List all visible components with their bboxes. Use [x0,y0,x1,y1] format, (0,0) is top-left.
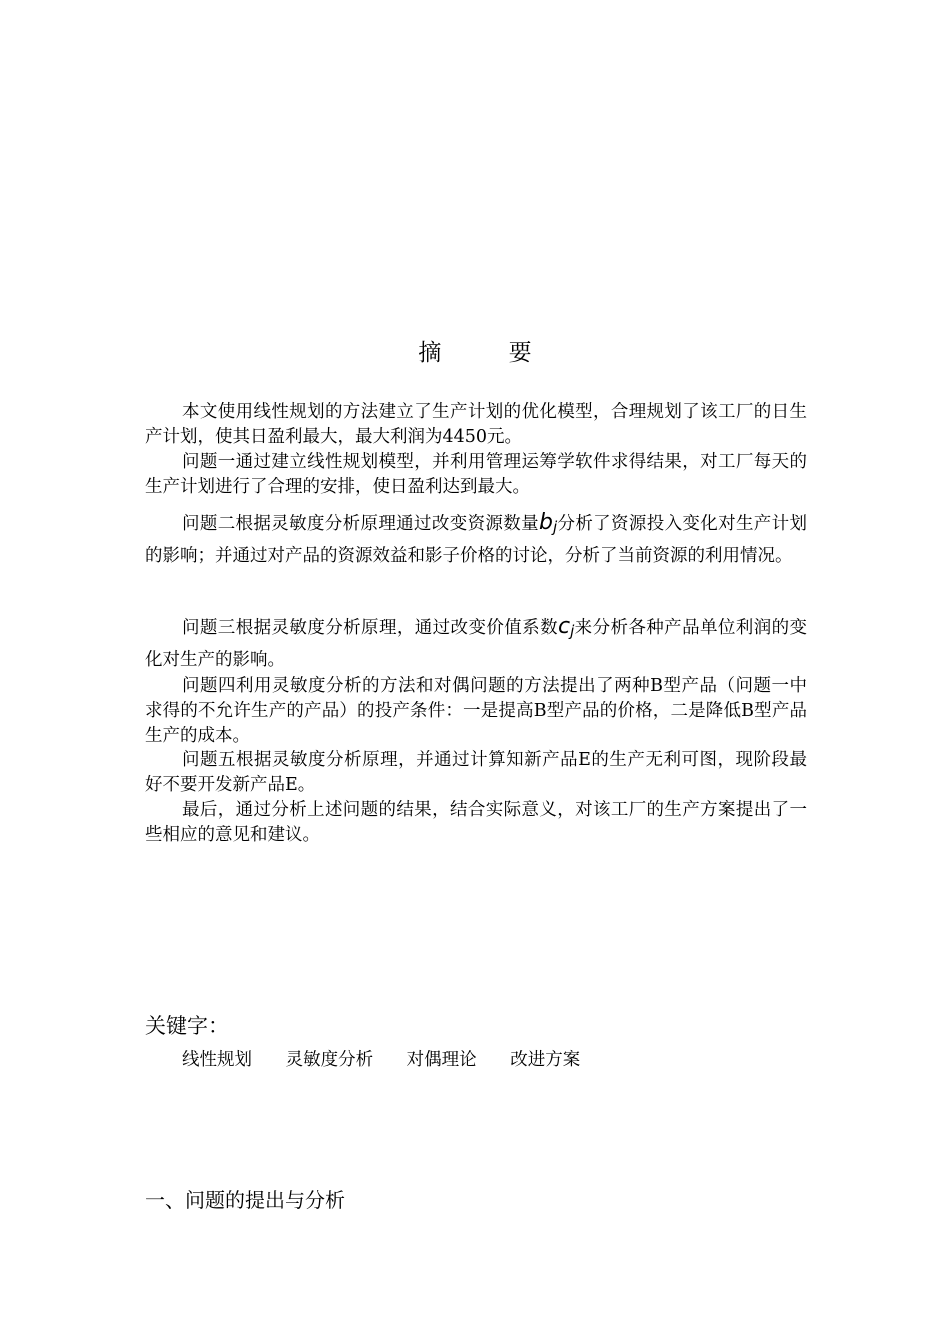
keyword-item: 对偶理论 [406,1050,477,1070]
paragraph-3-text-before: 问题二根据灵敏度分析原理通过改变资源数量 [182,514,539,534]
math-c-sub: j [570,622,575,640]
abstract-paragraph-4 [145,612,807,675]
math-c-j [558,614,574,639]
paragraph-4-text-after: 来分析各种产品单位利润的变化对生产的影响。 [145,618,808,670]
paragraph-4-text-before: 问题三根据灵敏度分析原理，通过改变价值系数 [182,618,558,638]
keyword-item: 灵敏度分析 [285,1050,374,1070]
math-c-base: c [557,614,571,639]
abstract-title: 摘 要 [418,340,562,366]
keyword-item: 线性规划 [182,1050,252,1070]
abstract-paragraph-2: 问题一通过建立线性规划模型，并利用管理运筹学软件求得结果，对工厂每天的生产计划进行了合理的安排，使日盈利达到最大。 [145,452,807,497]
math-b-sub: j [552,518,558,536]
math-b-base: b [538,510,553,535]
keywords-list [182,1046,608,1071]
math-b-j [539,510,557,535]
section-heading: 一、问题的提出与分析 [145,1188,345,1212]
keyword-item: 改进方案 [510,1050,581,1070]
paragraph-3-text-after: 分析了资源投入变化对生产计划的影响；并通过对产品的资源效益和影子价格的讨论，分析了当前资源的利用情况。 [145,514,808,566]
abstract-paragraph-6: 问题五根据灵敏度分析原理，并通过计算知新产品E的生产无利可图，现阶段最好不要开发新产品E。 [145,750,807,795]
abstract-paragraph-5: 问题四利用灵敏度分析的方法和对偶问题的方法提出了两种B型产品（问题一中求得的不允许生产的产品）的投产条件：一是提高B型产品的价格，二是降低B型产品生产的成本。 [145,676,807,746]
abstract-paragraph-1: 本文使用线性规划的方法建立了生产计划的优化模型，合理规划了该工厂的日生产计划，使其日盈利最大，最大利润为4450元。 [145,402,807,447]
keywords-title: 关键字： [145,1014,229,1038]
abstract-paragraph-7: 最后，通过分析上述问题的结果，结合实际意义，对该工厂的生产方案提出了一些相应的意见和建议。 [145,800,807,845]
abstract-paragraph-3 [145,508,807,571]
